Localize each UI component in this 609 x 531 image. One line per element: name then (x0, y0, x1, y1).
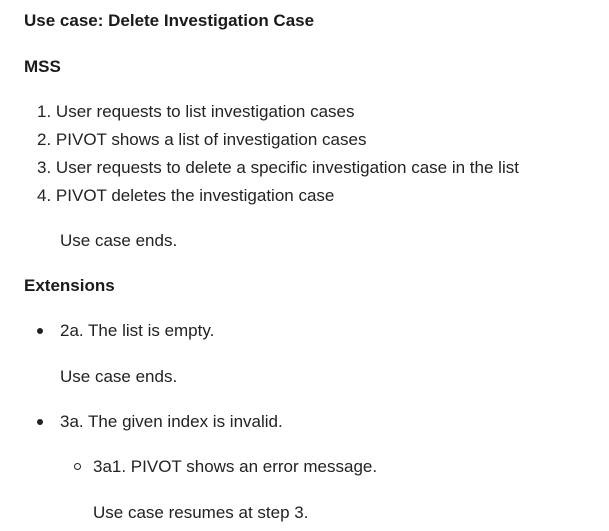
extension-note: Use case ends. (60, 367, 178, 386)
extension-subitem: 3a1. PIVOT shows an error message. (93, 457, 378, 476)
mss-step-number: 4. (37, 186, 52, 205)
mss-step-number: 1. (37, 102, 52, 121)
mss-step-text: PIVOT shows a list of investigation cases (55, 130, 367, 149)
extension-subnote: Use case resumes at step 3. (93, 503, 309, 522)
extension-item: 2a. The list is empty. (60, 321, 215, 340)
bullet-dot-icon (37, 328, 43, 334)
mss-step (37, 103, 355, 120)
use-case-title: Use case: Delete Investigation Case (24, 11, 315, 30)
mss-heading: MSS (24, 57, 61, 76)
mss-end-note: Use case ends. (60, 231, 178, 250)
mss-step (37, 187, 334, 204)
bullet-circle-icon (74, 463, 81, 470)
extensions-heading: Extensions (24, 276, 115, 295)
mss-step (37, 159, 519, 176)
mss-step-text: PIVOT deletes the investigation case (55, 186, 335, 205)
mss-step-number: 3. (37, 158, 52, 177)
mss-step (37, 131, 366, 148)
extension-item: 3a. The given index is invalid. (60, 412, 283, 431)
mss-step-text: User requests to delete a specific investigation case in the list (55, 158, 519, 177)
mss-step-text: User requests to list investigation cases (55, 102, 355, 121)
bullet-dot-icon (37, 419, 43, 425)
mss-step-number: 2. (37, 130, 52, 149)
